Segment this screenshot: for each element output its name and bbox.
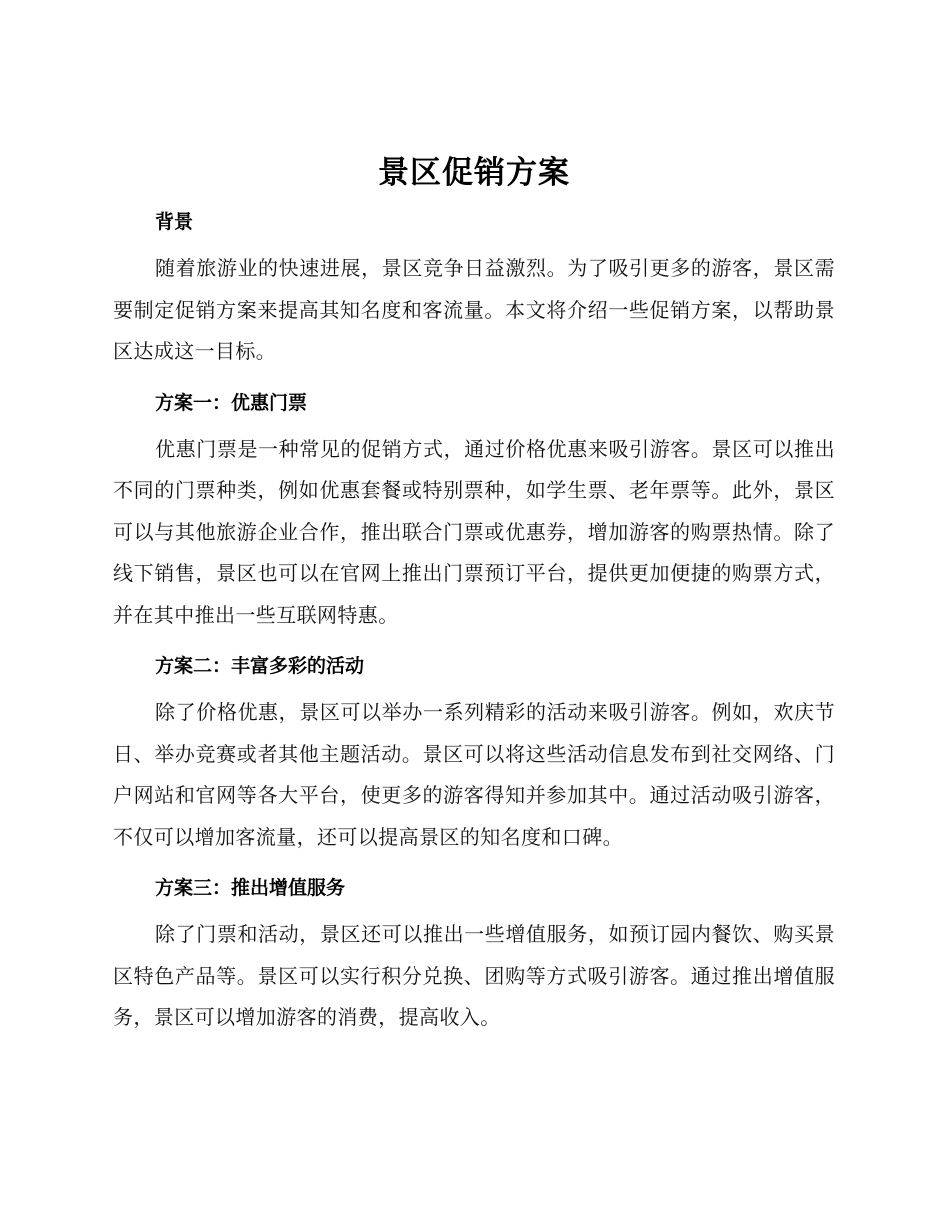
section-background <box>113 200 835 373</box>
document-page <box>113 150 835 1047</box>
section-heading: 方案三：推出增值服务 <box>155 877 346 899</box>
section-heading: 方案一：优惠门票 <box>155 391 308 414</box>
section-paragraph: 除了门票和活动，景区还可以推出一些增值服务，如预订园内餐饮、购买景区特色产品等。景区可以实行积分兑换、团购等方式吸引游客。通过推出增值服务，景区可以增加游客的消费，提高收入。 <box>113 922 835 1029</box>
section-paragraph: 随着旅游业的快速进展，景区竞争日益激烈。为了吸引更多的游客，景区需要制定促销方案来提高其知名度和客流量。本文将介绍一些促销方案，以帮助景区达成这一目标。 <box>113 256 835 363</box>
document-title: 景区促销方案 <box>378 155 570 191</box>
section-plan-one <box>113 381 835 637</box>
section-paragraph: 除了价格优惠，景区可以举办一系列精彩的活动来吸引游客。例如，欢庆节日、举办竞赛或者其他主题活动。景区可以将这些活动信息发布到社交网络、门户网站和官网等各大平台，使更多的游客得知并参加其中。通过活动吸引游客，不仅可以增加客流量，还可以提高景区的知名度和口碑。 <box>113 700 835 849</box>
section-plan-two <box>113 644 835 858</box>
section-paragraph: 优惠门票是一种常见的促销方式，通过价格优惠来吸引游客。景区可以推出不同的门票种类，例如优惠套餐或特别票种，如学生票、老年票等。此外，景区可以与其他旅游企业合作，推出联合门票或优惠券，增加游客的购票热情。除了线下销售，景区也可以在官网上推出门票预订平台，提供更加便捷的购票方式，并在其中推出一些互联网特惠。 <box>113 436 835 627</box>
section-heading: 背景 <box>155 211 194 233</box>
section-heading: 方案二：丰富多彩的活动 <box>155 655 365 677</box>
section-plan-three <box>113 866 835 1039</box>
